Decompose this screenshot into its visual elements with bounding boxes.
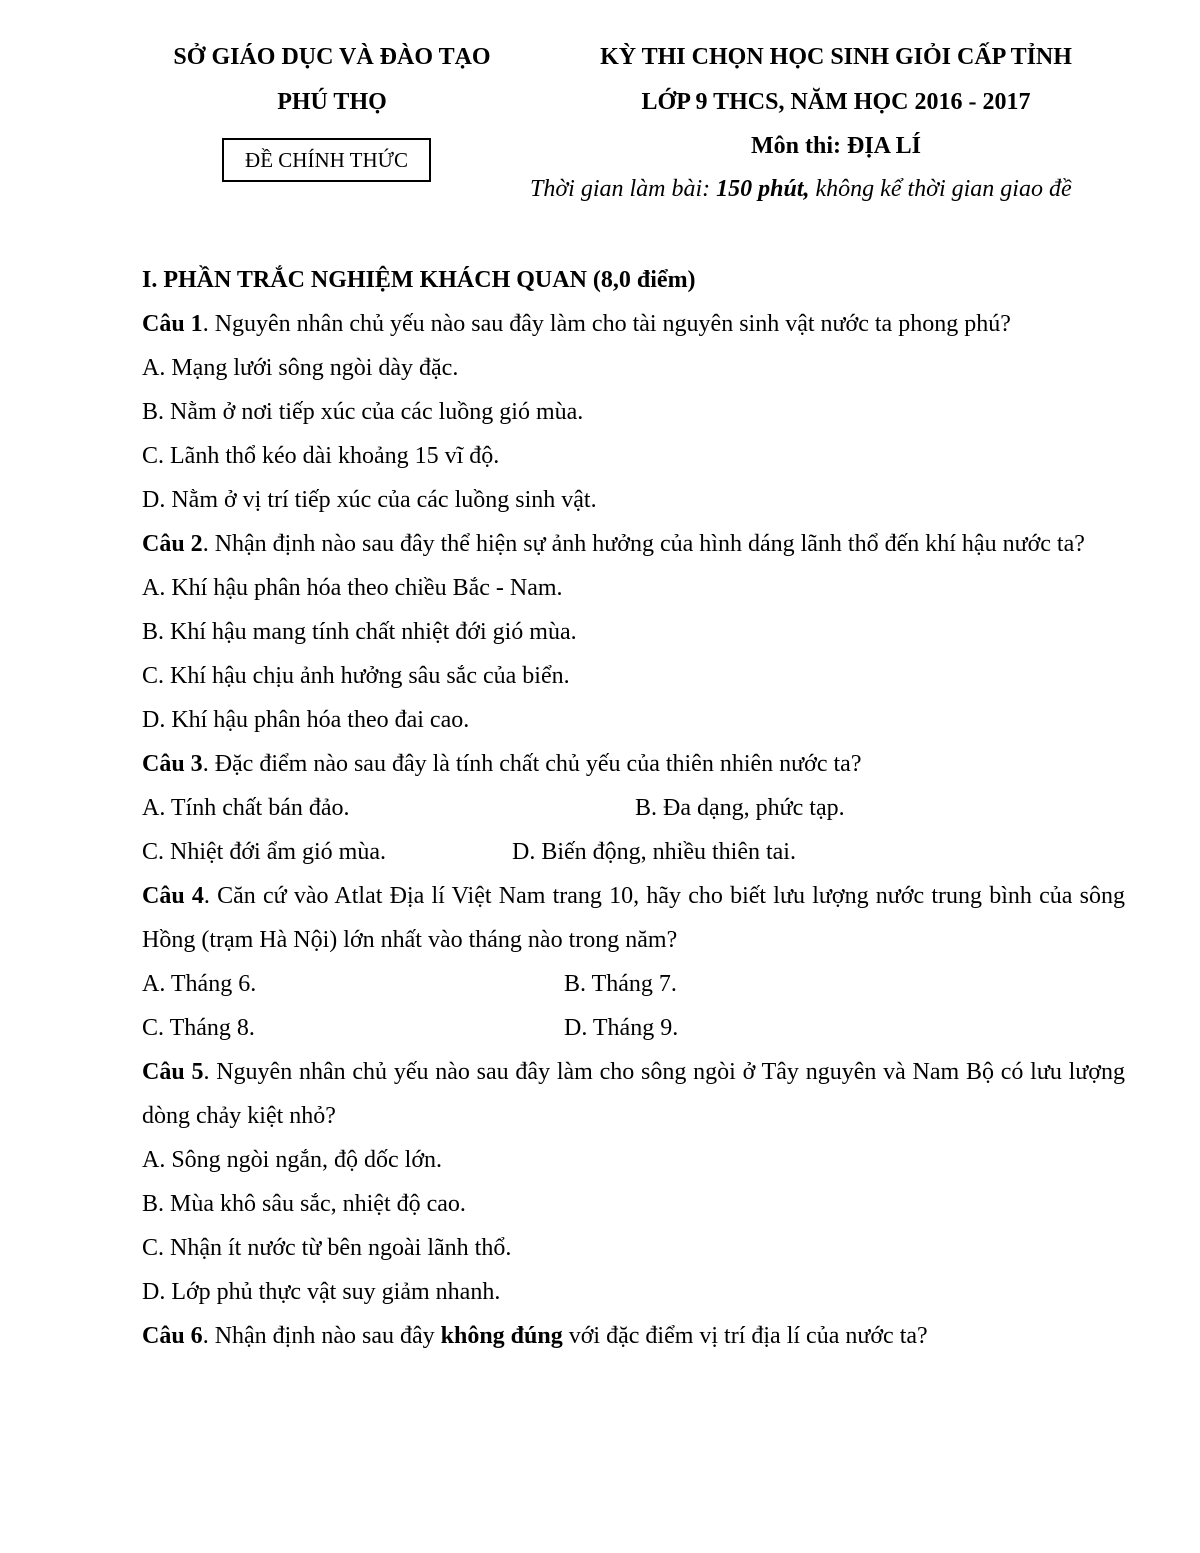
question-text-after: với đặc điểm vị trí địa lí của nước ta? [562,1323,928,1349]
question-text: . Nguyên nhân chủ yếu nào sau đây làm cho sông ngòi ở Tây nguyên và Nam Bộ có lưu lượng dòng chảy kiệt nhỏ? [142,1059,1125,1129]
department-name: SỞ GIÁO DỤC VÀ ĐÀO TẠO [173,44,491,70]
question-2 [142,522,1125,566]
option-4c: C. Tháng 8. [142,1015,255,1041]
section-title: I. PHẦN TRẮC NGHIỆM KHÁCH QUAN (8,0 điểm) [142,267,696,293]
option-1a: A. Mạng lưới sông ngòi dày đặc. [142,355,459,381]
exam-content [142,258,1125,1358]
province-name: PHÚ THỌ [277,89,387,115]
question-label: Câu 5 [142,1059,204,1085]
option-4b: B. Tháng 7. [564,971,677,997]
question-6 [142,1314,1125,1358]
exam-time-suffix: không kể thời gian giao đề [809,176,1072,202]
question-text-emphasis: không đúng [440,1323,563,1349]
question-text: . Căn cứ vào Atlat Địa lí Việt Nam trang 10, hãy cho biết lưu lượng nước trung bình của sông Hồng (trạm Hà Nội) lớn nhất vào tháng nào trong năm? [142,883,1125,953]
question-4 [142,874,1125,962]
option-5c: C. Nhận ít nước từ bên ngoài lãnh thổ. [142,1235,512,1261]
question-label: Câu 3 [142,751,203,777]
exam-title: KỲ THI CHỌN HỌC SINH GIỎI CẤP TỈNH [600,44,1072,70]
option-4d: D. Tháng 9. [564,1015,679,1041]
exam-time-prefix: Thời gian làm bài: [530,176,717,202]
option-3d: D. Biến động, nhiều thiên tai. [512,839,796,865]
question-3 [142,742,1125,786]
question-text: . Nguyên nhân chủ yếu nào sau đây làm cho tài nguyên sinh vật nước ta phong phú? [202,311,1011,337]
option-1d: D. Nằm ở vị trí tiếp xúc của các luồng sinh vật. [142,487,597,513]
question-label: Câu 1 [142,311,203,337]
option-3c: C. Nhiệt đới ẩm gió mùa. [142,839,386,865]
exam-grade-year: LỚP 9 THCS, NĂM HỌC 2016 - 2017 [641,89,1031,115]
question-text-before: . Nhận định nào sau đây [202,1323,441,1349]
option-2c: C. Khí hậu chịu ảnh hưởng sâu sắc của biển. [142,663,570,689]
question-text: . Đặc điểm nào sau đây là tính chất chủ yếu của thiên nhiên nước ta? [202,751,862,777]
exam-subject: Môn thi: ĐỊA LÍ [750,133,922,159]
option-4a: A. Tháng 6. [142,971,257,997]
official-exam-badge [222,138,431,182]
question-label: Câu 4 [142,883,204,909]
option-2b: B. Khí hậu mang tính chất nhiệt đới gió mùa. [142,619,577,645]
question-label: Câu 6 [142,1323,203,1349]
official-exam-label: ĐỀ CHÍNH THỨC [245,147,408,172]
options-row-3cd [142,830,1125,874]
options-row-3ab [142,786,1125,830]
question-1 [142,302,1125,346]
exam-time-value: 150 phút, [716,176,810,202]
option-1c: C. Lãnh thổ kéo dài khoảng 15 vĩ độ. [142,443,500,469]
question-5 [142,1050,1125,1138]
exam-time [530,176,1072,203]
option-2d: D. Khí hậu phân hóa theo đai cao. [142,707,470,733]
option-1b: B. Nằm ở nơi tiếp xúc của các luồng gió mùa. [142,399,584,425]
options-row-4cd [142,1006,1125,1050]
option-5a: A. Sông ngòi ngắn, độ dốc lớn. [142,1147,443,1173]
option-5b: B. Mùa khô sâu sắc, nhiệt độ cao. [142,1191,466,1217]
option-5d: D. Lớp phủ thực vật suy giảm nhanh. [142,1279,501,1305]
option-3b: B. Đa dạng, phức tạp. [635,795,845,821]
options-row-4ab [142,962,1125,1006]
option-3a: A. Tính chất bán đảo. [142,795,350,821]
question-label: Câu 2 [142,531,203,557]
question-text: . Nhận định nào sau đây thể hiện sự ảnh hưởng của hình dáng lãnh thổ đến khí hậu nước ta? [202,531,1085,557]
option-2a: A. Khí hậu phân hóa theo chiều Bắc - Nam. [142,575,563,601]
